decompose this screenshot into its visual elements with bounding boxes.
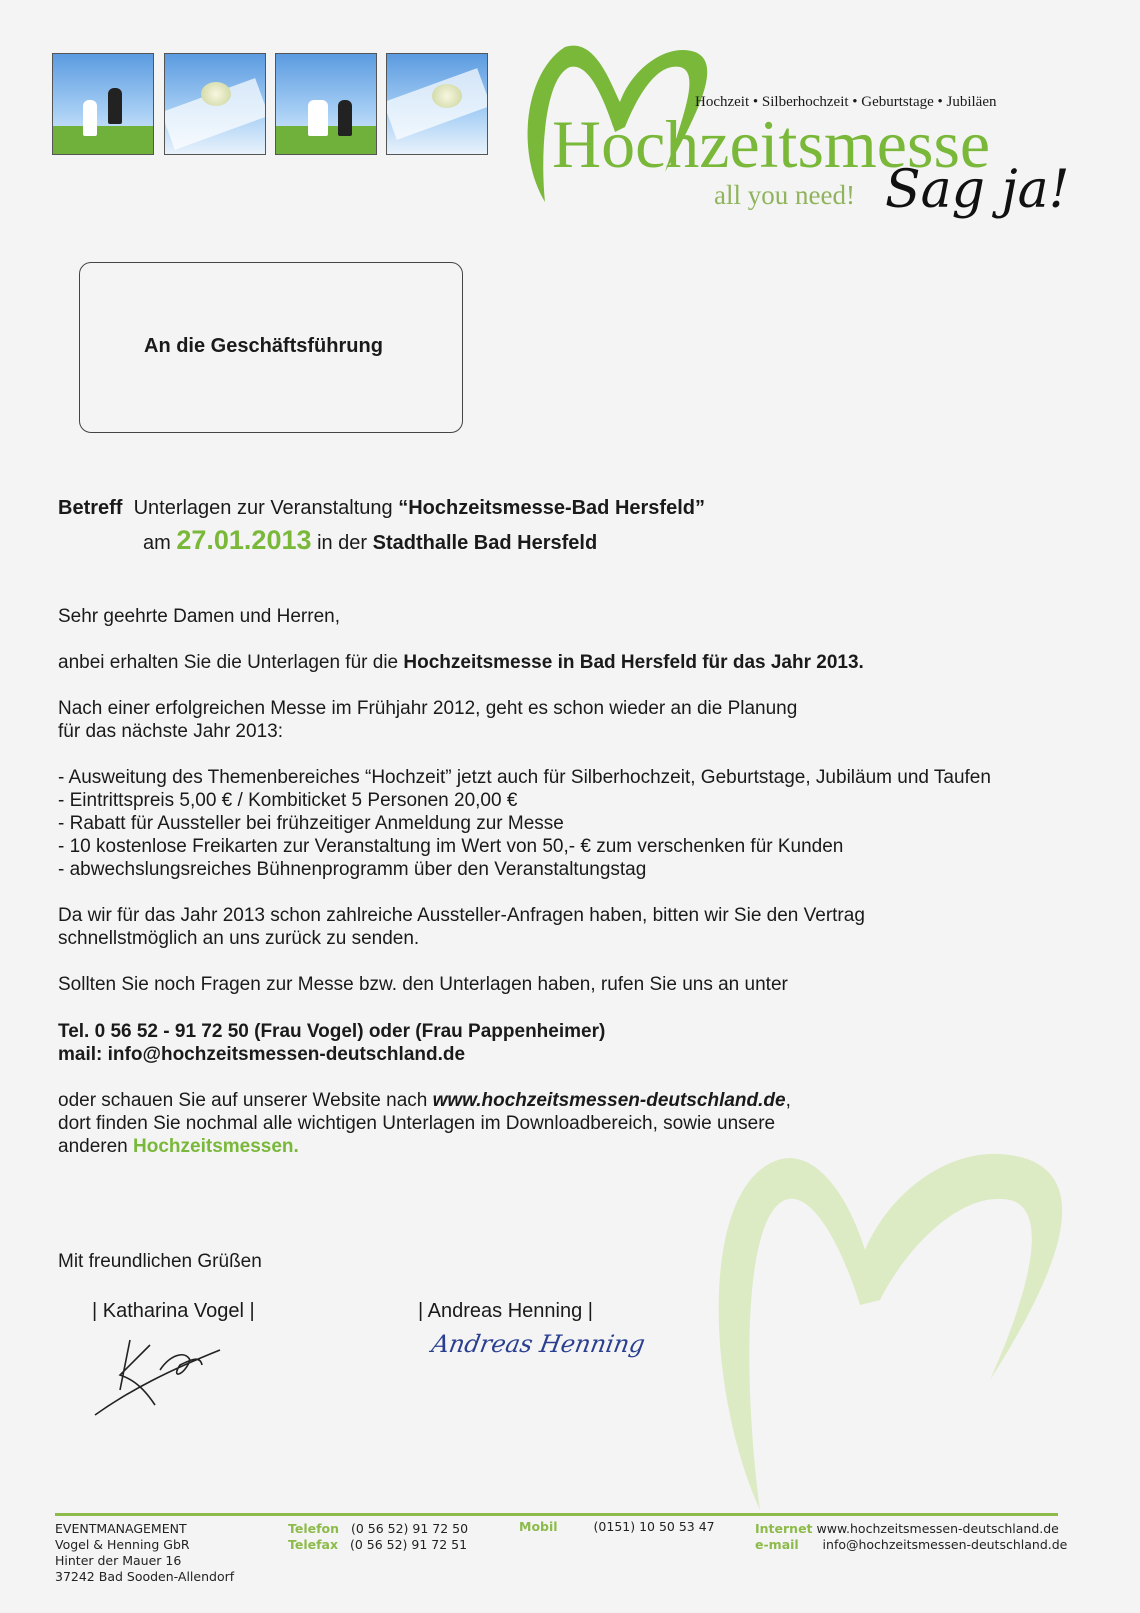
hochzeitsmessen-link: Hochzeitsmessen. — [133, 1136, 299, 1157]
p1-bold: Hochzeitsmesse in Bad Hersfeld für das Jahr 2013. — [403, 652, 864, 673]
signatory-name-vogel: | Katharina Vogel | — [92, 1300, 255, 1322]
subject-line — [58, 497, 705, 520]
footer-divider — [55, 1513, 1058, 1516]
p5-anderen: anderen — [58, 1136, 134, 1157]
footer-web — [755, 1521, 1067, 1553]
watermark-heart-icon — [690, 1140, 1090, 1520]
photo-couple-field — [275, 53, 377, 155]
bullet-item: - Ausweitung des Themenbereiches “Hochzeit” jetzt auch für Silberhochzeit, Geburtstage, Jubiläum und Taufen — [58, 767, 991, 788]
telefax-label: Telefax — [288, 1537, 339, 1552]
subject-date-line — [143, 526, 597, 557]
paragraph-2-line-2: für das nächste Jahr 2013: — [58, 721, 283, 742]
paragraph-2-line-1: Nach einer erfolgreichen Messe im Frühjahr 2012, geht es schon wieder an die Planung — [58, 698, 798, 719]
p5-text: oder schauen Sie auf unserer Website nach — [58, 1090, 433, 1111]
paragraph-3-line-1: Da wir für das Jahr 2013 schon zahlreiche Aussteller-Anfragen haben, bitten wir Sie den Vertrag — [58, 905, 865, 926]
address-box — [79, 262, 463, 433]
logo-name: Hochzeitsmesse — [552, 106, 991, 182]
bullet-item: - Rabatt für Aussteller bei frühzeitiger Anmeldung zur Messe — [58, 813, 564, 834]
bullet-item: - 10 kostenlose Freikarten zur Veranstaltung im Wert von 50,- € zum verschenken für Kunden — [58, 836, 844, 857]
footer-company — [55, 1521, 234, 1585]
email-label: e-mail — [755, 1537, 799, 1552]
paragraph-3-line-2: schnellstmöglich an uns zurück zu senden. — [58, 928, 420, 949]
footer-company-line: EVENTMANAGEMENT — [55, 1521, 187, 1536]
photo-couple-jumping — [52, 53, 154, 155]
internet-link[interactable]: www.hochzeitsmessen-deutschland.de — [816, 1521, 1059, 1536]
photo-bouquet — [164, 53, 266, 155]
contact-phone: Tel. 0 56 52 - 91 72 50 (Frau Vogel) oder (Frau Pappenheimer) — [58, 1021, 606, 1042]
subject-text: Unterlagen zur Veranstaltung — [133, 497, 393, 519]
internet-label: Internet — [755, 1521, 813, 1536]
subject-label: Betreff — [58, 497, 123, 519]
paragraph-1 — [58, 651, 864, 674]
footer-company-line: 37242 Bad Sooden-Allendorf — [55, 1569, 235, 1584]
logo-slogan: all you need! — [714, 180, 855, 210]
logo-script: Sag ja! — [885, 160, 1070, 220]
telefon-value: (0 56 52) 91 72 50 — [350, 1521, 469, 1536]
subject-event: “Hochzeitsmesse-Bad Hersfeld” — [398, 497, 705, 519]
greeting: Sehr geehrte Damen und Herren, — [58, 606, 340, 627]
p5-comma: , — [785, 1090, 791, 1111]
footer-phone — [288, 1521, 468, 1553]
telefax-value: (0 56 52) 91 72 51 — [349, 1537, 468, 1552]
recipient: An die Geschäftsführung — [144, 335, 383, 357]
website-link[interactable]: www.hochzeitsmessen-deutschland.de — [432, 1090, 786, 1111]
photo-bouquet-hands — [386, 53, 488, 155]
contact-mail: mail: info@hochzeitsmessen-deutschland.de — [58, 1044, 466, 1065]
event-date: 27.01.2013 — [176, 525, 312, 555]
mobil-value: (0151) 10 50 53 47 — [593, 1519, 715, 1534]
p1-text: anbei erhalten Sie die Unterlagen für die — [58, 652, 404, 673]
bullet-item: - Eintrittspreis 5,00 € / Kombiticket 5 Personen 20,00 € — [58, 790, 518, 811]
paragraph-5-line-3 — [58, 1135, 299, 1158]
signature-henning: Andreas Henning — [429, 1330, 648, 1358]
closing: Mit freundlichen Grüßen — [58, 1251, 262, 1272]
signatory-name-henning: | Andreas Henning | — [418, 1300, 593, 1322]
email-link[interactable]: info@hochzeitsmessen-deutschland.de — [822, 1537, 1068, 1552]
paragraph-5-line-1 — [58, 1089, 791, 1112]
mobil-label: Mobil — [519, 1519, 558, 1534]
footer-company-line: Vogel & Henning GbR — [55, 1537, 190, 1552]
venue: Stadthalle Bad Hersfeld — [372, 532, 598, 554]
paragraph-5-line-2: dort finden Sie nochmal alle wichtigen Unterlagen im Downloadbereich, sowie unsere — [58, 1113, 776, 1134]
footer-company-line: Hinter der Mauer 16 — [55, 1553, 182, 1568]
am-text: am — [143, 532, 171, 554]
logo-tagline: Hochzeit • Silberhochzeit • Geburtstage • Jubiläen — [695, 94, 997, 110]
in-der-text: in der — [317, 532, 368, 554]
footer-mobil — [519, 1519, 715, 1535]
telefon-label: Telefon — [288, 1521, 340, 1536]
signature-vogel — [90, 1330, 230, 1420]
paragraph-4: Sollten Sie noch Fragen zur Messe bzw. den Unterlagen haben, rufen Sie uns an unter — [58, 974, 788, 995]
bullet-item: - abwechslungsreiches Bühnenprogramm über den Veranstaltungstag — [58, 859, 647, 880]
